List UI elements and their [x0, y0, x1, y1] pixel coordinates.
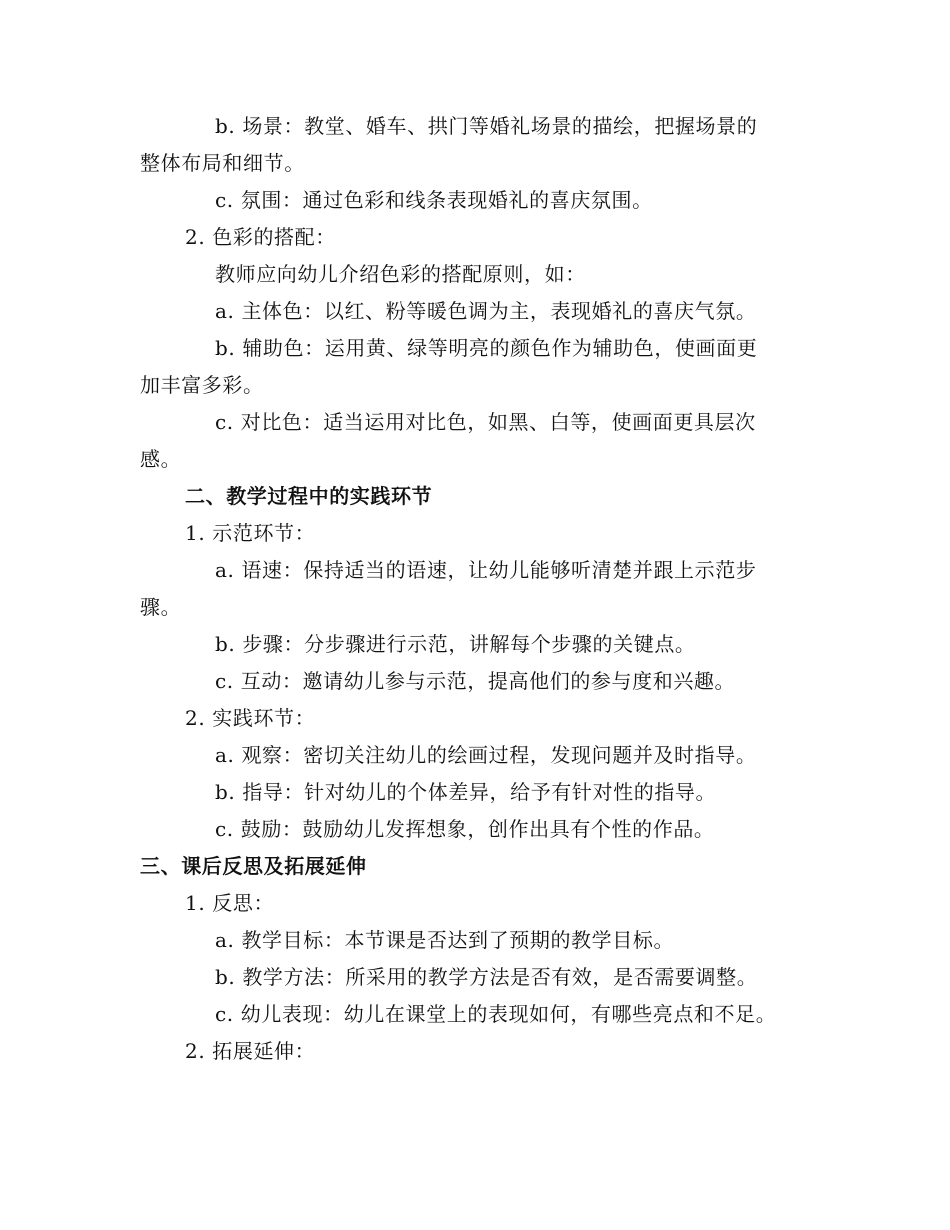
text-line: 感。 [140, 447, 182, 471]
text-line: c. 对比色：适当运用对比色，如黑、白等，使画面更具层次 [215, 410, 756, 434]
text-line: b. 步骤：分步骤进行示范，讲解每个步骤的关键点。 [215, 632, 696, 656]
list-item: 2. 色彩的搭配： [185, 225, 336, 249]
text-line: a. 教学目标：本节课是否达到了预期的教学目标。 [215, 928, 675, 952]
text-line: b. 辅助色：运用黄、绿等明亮的颜色作为辅助色，使画面更 [215, 336, 758, 360]
text-line: c. 互动：邀请幼儿参与示范，提高他们的参与度和兴趣。 [215, 669, 736, 693]
list-item: 1. 示范环节： [185, 521, 316, 545]
list-item: 2. 拓展延伸： [185, 1039, 316, 1063]
text-line: b. 场景：教堂、婚车、拱门等婚礼场景的描绘，把握场景的 [215, 114, 758, 138]
text-line: c. 鼓励：鼓励幼儿发挥想象，创作出具有个性的作品。 [215, 817, 715, 841]
text-line: b. 教学方法：所采用的教学方法是否有效，是否需要调整。 [215, 965, 758, 989]
text-line: c. 氛围：通过色彩和线条表现婚礼的喜庆氛围。 [215, 188, 653, 212]
text-line: 整体布局和细节。 [140, 151, 305, 175]
text-line: 骤。 [140, 595, 182, 619]
list-item: 1. 反思： [185, 891, 275, 915]
text-line: a. 主体色：以红、粉等暖色调为主，表现婚礼的喜庆气氛。 [215, 299, 757, 323]
text-line: 教师应向幼儿介绍色彩的搭配原则，如： [215, 262, 586, 286]
list-item: 2. 实践环节： [185, 706, 316, 730]
text-line: b. 指导：针对幼儿的个体差异，给予有针对性的指导。 [215, 780, 717, 804]
text-line: a. 观察：密切关注幼儿的绘画过程，发现问题并及时指导。 [215, 743, 757, 767]
text-line: a. 语速：保持适当的语速，让幼儿能够听清楚并跟上示范步 [215, 558, 757, 582]
section-heading: 二、教学过程中的实践环节 [185, 484, 433, 508]
text-line: c. 幼儿表现：幼儿在课堂上的表现如何，有哪些亮点和不足。 [215, 1002, 777, 1026]
section-heading: 三、课后反思及拓展延伸 [140, 854, 367, 878]
text-line: 加丰富多彩。 [140, 373, 264, 397]
